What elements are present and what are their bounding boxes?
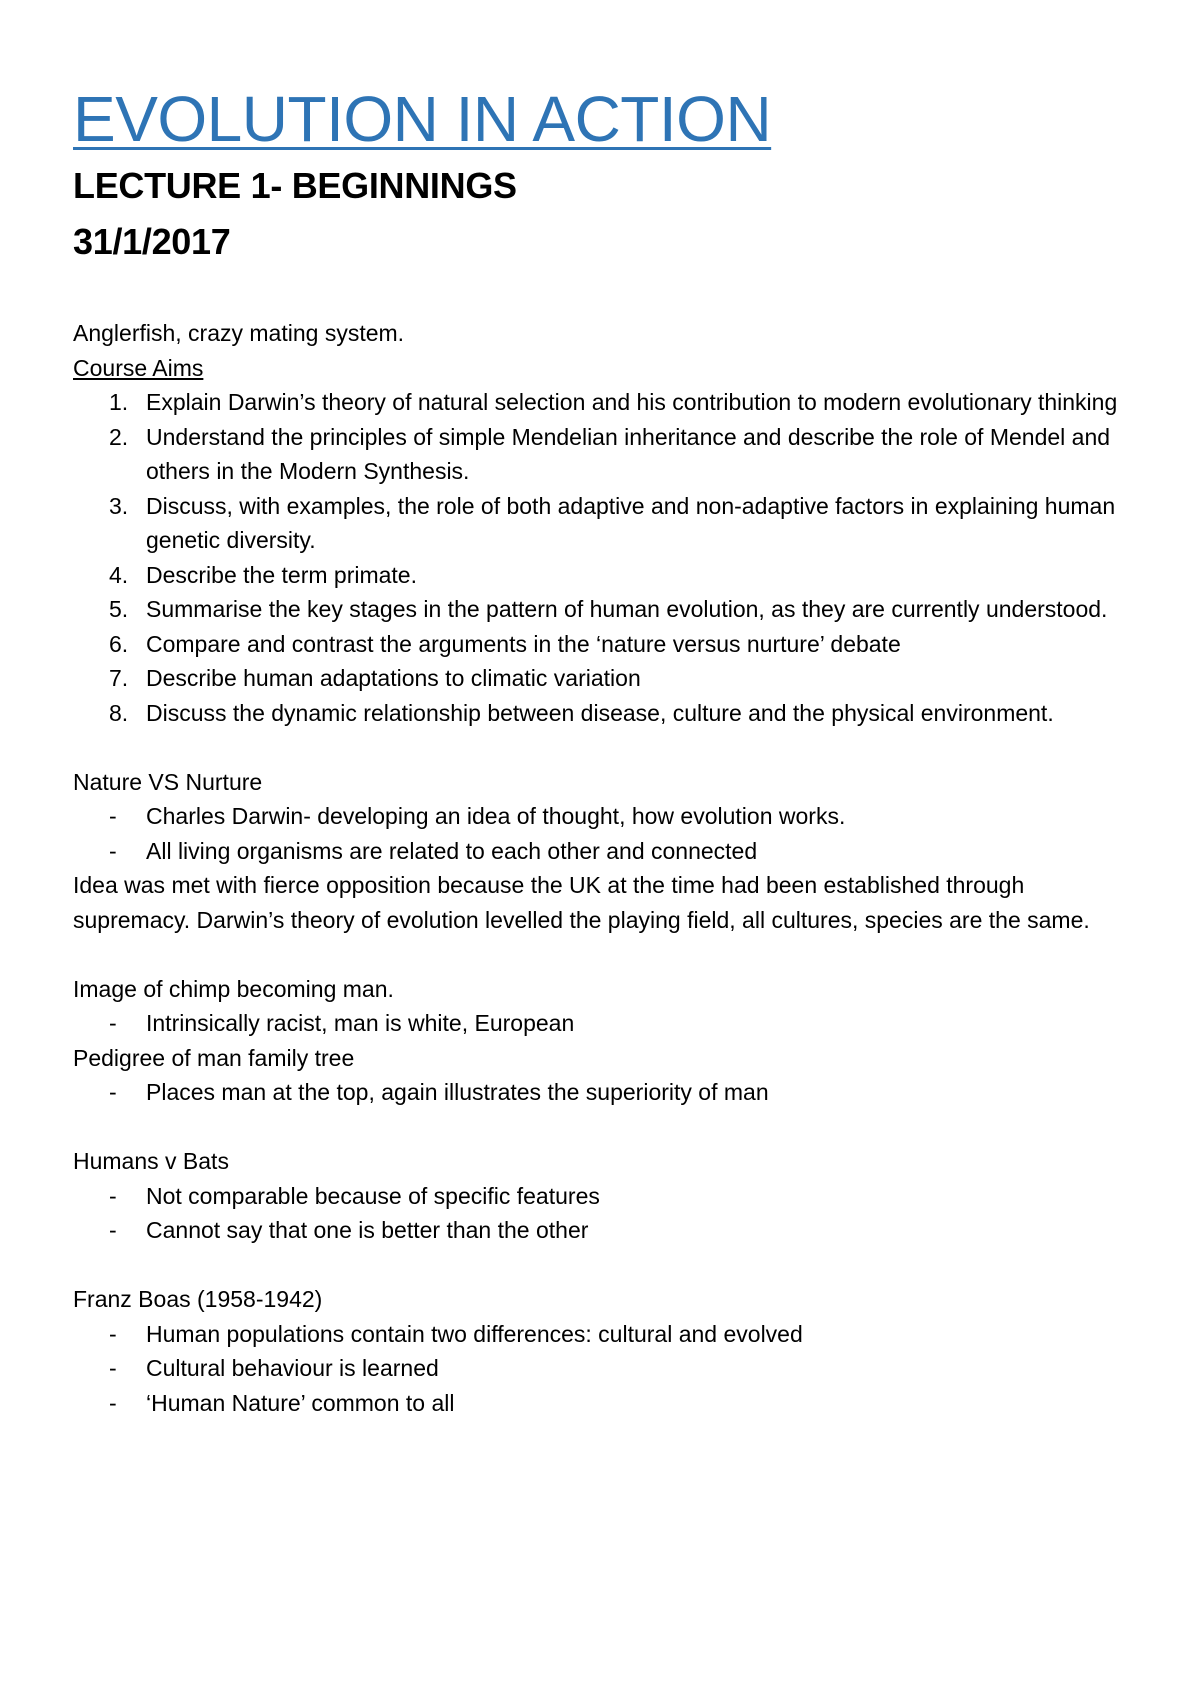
list-item (73, 592, 1133, 627)
list-item (73, 1075, 1133, 1110)
dash-bullet: - (109, 837, 117, 864)
list-item (73, 799, 1133, 834)
boas-heading: Franz Boas (1958-1942) (73, 1286, 323, 1312)
list-item-text: Charles Darwin- developing an idea of thought, how evolution works. (146, 803, 846, 829)
list-number: 2. (109, 423, 129, 450)
document-page (73, 80, 1133, 1420)
nature-nurture-bullets (73, 799, 1133, 868)
list-number: 3. (109, 492, 129, 519)
dash-bullet: - (109, 1182, 117, 1209)
list-item (73, 385, 1133, 420)
lecture-title: LECTURE 1- BEGINNINGS (73, 165, 517, 206)
list-item (73, 1006, 1133, 1041)
dash-bullet: - (109, 1389, 117, 1416)
list-item-text: Discuss the dynamic relationship between disease, culture and the physical environment. (146, 699, 1054, 726)
list-item (73, 489, 1133, 558)
document-title: EVOLUTION IN ACTION (73, 83, 772, 155)
list-number: 5. (109, 596, 129, 622)
dash-bullet: - (109, 1320, 117, 1347)
list-item-text: Not comparable because of specific features (146, 1182, 600, 1209)
list-item-text: Intrinsically racist, man is white, European (146, 1010, 575, 1036)
dash-bullet: - (109, 1079, 117, 1105)
nature-nurture-paragraph: Idea was met with fierce opposition because the UK at the time had been established through supremacy. Darwin’s theory of evolution levelled the playing field, all cultures, species are the same. (73, 872, 1090, 933)
list-number: 4. (109, 561, 129, 588)
list-item (73, 661, 1133, 696)
list-item-text: Cannot say that one is better than the other (146, 1217, 589, 1243)
dash-bullet: - (109, 1355, 117, 1381)
list-item (73, 627, 1133, 662)
boas-bullets (73, 1317, 1133, 1421)
list-item (73, 1386, 1133, 1421)
nature-nurture-heading: Nature VS Nurture (73, 768, 263, 795)
list-item-text: Cultural behaviour is learned (146, 1355, 439, 1381)
list-item (73, 1179, 1133, 1214)
list-item (73, 558, 1133, 593)
dash-bullet: - (109, 803, 117, 829)
chimp-bullets (73, 1006, 1133, 1041)
dash-bullet: - (109, 1217, 117, 1243)
lecture-date: 31/1/2017 (73, 221, 231, 262)
bats-bullets (73, 1179, 1133, 1248)
list-item-text: Places man at the top, again illustrates the superiority of man (146, 1079, 769, 1105)
list-item-text: Human populations contain two differences: cultural and evolved (146, 1320, 803, 1347)
list-item (73, 1213, 1133, 1248)
list-item-text: Discuss, with examples, the role of both adaptive and non-adaptive factors in explaining human genetic diversity. (146, 492, 1116, 553)
intro-line: Anglerfish, crazy mating system. (73, 320, 405, 346)
list-item-text: Explain Darwin’s theory of natural selection and his contribution to modern evolutionary thinking (146, 389, 1118, 415)
list-item-text: Describe the term primate. (146, 561, 417, 588)
course-aims-list (73, 385, 1133, 730)
list-item-text: ‘Human Nature’ common to all (146, 1389, 455, 1416)
list-item-text: All living organisms are related to each other and connected (146, 837, 758, 864)
list-number: 8. (109, 699, 129, 726)
list-item (73, 1317, 1133, 1352)
course-aims-heading: Course Aims (73, 354, 204, 381)
list-item-text: Summarise the key stages in the pattern of human evolution, as they are currently understood. (146, 596, 1108, 622)
list-item (73, 1351, 1133, 1386)
chimp-heading: Image of chimp becoming man. (73, 975, 394, 1002)
pedigree-bullets (73, 1075, 1133, 1110)
list-item (73, 420, 1133, 489)
list-item-text: Describe human adaptations to climatic variation (146, 665, 641, 691)
list-number: 7. (109, 665, 129, 691)
list-item (73, 696, 1133, 731)
pedigree-heading: Pedigree of man family tree (73, 1044, 355, 1071)
list-item-text: Understand the principles of simple Mendelian inheritance and describe the role of Mendel and others in the Modern Synthesis. (146, 423, 1111, 484)
list-item-text: Compare and contrast the arguments in the ‘nature versus nurture’ debate (146, 630, 901, 657)
bats-heading: Humans v Bats (73, 1148, 229, 1174)
list-number: 6. (109, 630, 129, 657)
list-item (73, 834, 1133, 869)
document-body (73, 270, 1133, 1420)
dash-bullet: - (109, 1010, 117, 1036)
list-number: 1. (109, 389, 129, 415)
